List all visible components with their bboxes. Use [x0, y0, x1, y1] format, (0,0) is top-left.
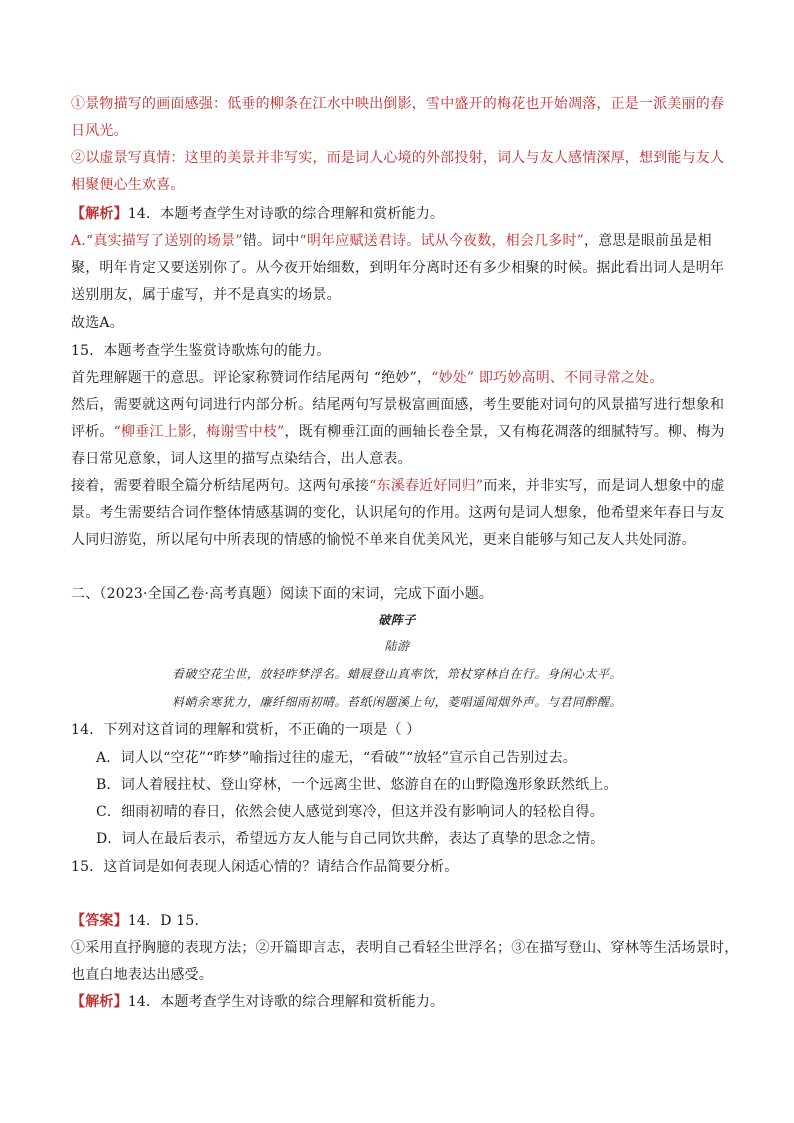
quote-red: A.“真实描写了送别的场景” — [71, 233, 243, 249]
answer-tag: 【答案】 — [71, 913, 128, 929]
text: ，意思是眼前虽是相 — [584, 233, 712, 249]
q15-line-4: 春日常见意象，词人这里的描写点染结合，出人意表。 — [71, 451, 412, 467]
option-b: B．词人着屐拄杖、登山穿林，一个远离尘世、悠游自在的山野隐逸形象跃然纸上。 — [96, 777, 618, 793]
analysis-text: 14．本题考查学生对诗歌的综合理解和赏析能力。 — [127, 206, 445, 222]
section-2-heading: 二、（2023·全国乙卷·高考真题）阅读下面的宋词，完成下面小题。 — [71, 586, 494, 602]
quote-red: “东溪春近好同归” — [369, 478, 484, 494]
text: 错。词中 — [242, 233, 300, 249]
quote-red: “妙处” 即巧妙高明、不同寻常之处。 — [431, 370, 664, 386]
text: ，既有柳垂江面的画轴长卷全景，又有梅花凋落的细腻特写。柳、梅为 — [284, 424, 725, 440]
analysis-tag: 【解析】 — [71, 206, 128, 222]
option-a-analysis-line-2: 聚，明年肯定又要送别你了。从今夜开始细数，到明年分离时还有多少相聚的时候。据此看出词人是明年 — [71, 260, 725, 276]
poem-title: 破阵子 — [378, 613, 416, 627]
answer-15-line-2: 也直白地表达出感受。 — [71, 967, 213, 983]
q15-intro: 15．本题考查学生鉴赏诗歌炼句的能力。 — [71, 343, 331, 359]
text: 接着，需要着眼全篇分析结尾两句。这两句承接 — [71, 478, 370, 494]
text: 首先理解题干的意思。评论家称赞词作结尾两句 “绝妙”， — [71, 370, 432, 386]
answer-point-2-line-2: 相聚便心生欢喜。 — [71, 177, 185, 193]
answer-choice: 故选A。 — [71, 315, 124, 331]
q15-line-7: 人同归游览，所以尾句中所表现的情感的愉悦不单来自优美风光，更来自能够与知己友人共处同游。 — [71, 532, 696, 548]
answer-heading — [71, 911, 731, 931]
answer-point-1-line-1: ①景物描写的画面感强：低垂的柳条在江水中映出倒影，雪中盛开的梅花也开始凋落，正是一派美丽的春 — [71, 96, 725, 112]
poem-line-2: 料峭余寒犹力，廉纤细雨初晴。苔纸闲题溪上句，菱唱遥闻烟外声。与君同醉醒。 — [171, 695, 622, 709]
option-d: D．词人在最后表示，希望远方友人能与自己同饮共醉，表达了真挚的思念之情。 — [96, 831, 605, 847]
analysis-2-heading — [71, 992, 731, 1012]
answer-point-2-line-1: ②以虚景写真情：这里的美景并非写实，而是词人心境的外部投射，词人与友人感情深厚，想到能与友人 — [71, 150, 725, 166]
q15-line-3 — [71, 422, 731, 442]
quote-red: “柳垂江上影，梅谢雪中枝” — [113, 424, 285, 440]
quote-red: “明年应赋送君诗。试从今夜数，相会几多时” — [299, 233, 585, 249]
q15-line-5 — [71, 476, 731, 496]
option-a-analysis-line-3: 送别朋友，属于虚写，并不是真实的场景。 — [71, 287, 341, 303]
question-15: 15．这首词是如何表现人闲适心情的？请结合作品简要分析。 — [71, 859, 459, 875]
analysis-text: 14．本题考查学生对诗歌的综合理解和赏析能力。 — [127, 994, 445, 1010]
poem-author: 陆游 — [384, 639, 410, 653]
answer-text: 14．D 15． — [127, 913, 209, 929]
text: 评析。 — [71, 424, 114, 440]
text: 而来，并非实写，而是词人想象中的虚 — [483, 478, 725, 494]
option-a: A．词人以“空花”“昨梦”喻指过往的虚无，“看破”“放轻”宣示自己告别过去。 — [96, 750, 577, 766]
option-a-analysis-line-1 — [71, 231, 731, 251]
answer-point-1-line-2: 日风光。 — [71, 123, 128, 139]
q15-line-2: 然后，需要就这两句词进行内部分析。结尾两句写景极富画面感，考生要能对词句的风景描写进行想象和 — [71, 397, 725, 413]
analysis-tag: 【解析】 — [71, 994, 128, 1010]
question-14: 14．下列对这首词的理解和赏析，不正确的一项是（ ） — [71, 722, 421, 738]
option-c: C．细雨初晴的春日，依然会使人感觉到寒冷，但这并没有影响词人的轻松自得。 — [96, 804, 604, 820]
analysis-heading — [71, 204, 731, 224]
poem-line-1: 看破空花尘世，放轻昨梦浮名。蜡屐登山真率饮，筇杖穿林自在行。身闲心太平。 — [171, 667, 622, 681]
answer-15-line-1: ①采用直抒胸臆的表现方法；②开篇即言志，表明自己看轻尘世浮名；③在描写登山、穿林等生活场景时， — [71, 940, 739, 956]
q15-line-6: 景。考生需要结合词作整体情感基调的变化，认识尾句的作用。这两句是词人想象，他希望来年春日与友 — [71, 505, 725, 521]
q15-line-1 — [71, 368, 731, 388]
